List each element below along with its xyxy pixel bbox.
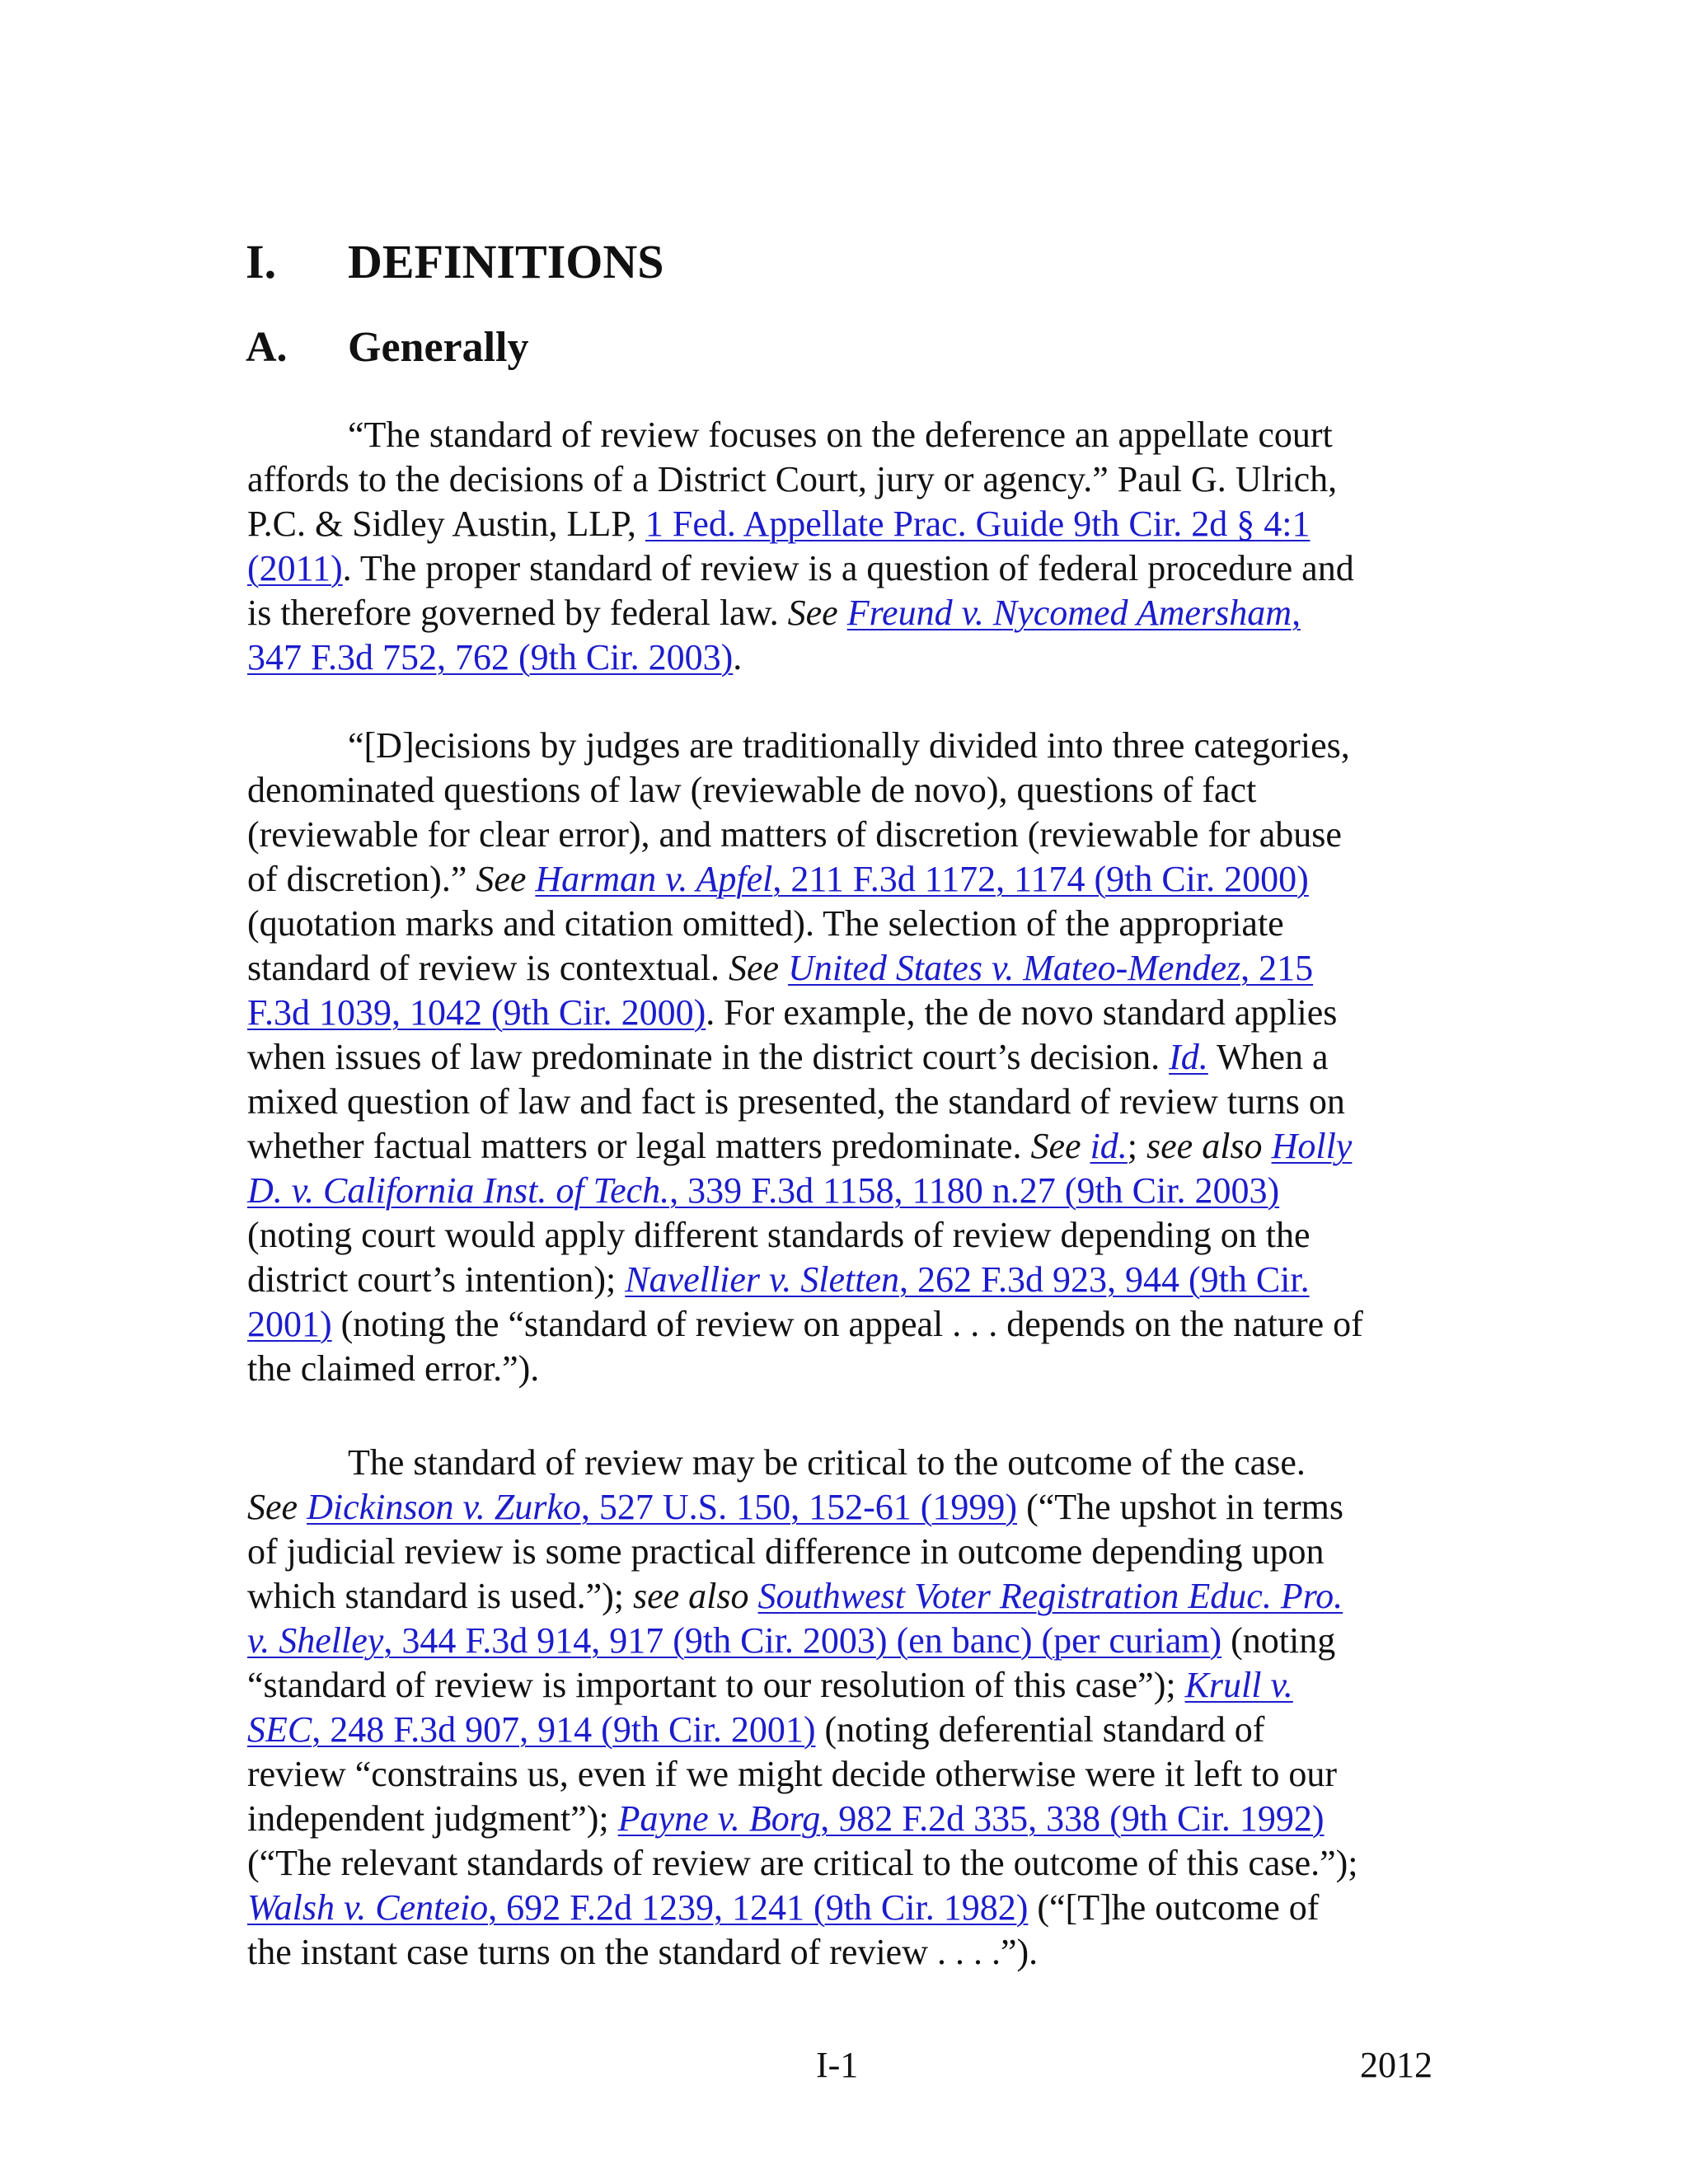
text-run: (“[T]he outcome of xyxy=(1028,1887,1320,1928)
paragraph-line: (quotation marks and citation omitted). The selection of the appropriate xyxy=(247,903,1284,944)
paragraph-line: (noting court would apply different standards of review depending on the xyxy=(247,1215,1311,1255)
paragraph-line: affords to the decisions of a District Court, jury or agency.” Paul G. Ulrich, xyxy=(247,459,1338,499)
citation-link-navellier-year[interactable]: 2001) xyxy=(247,1304,332,1344)
paragraph-line xyxy=(247,635,1451,680)
paragraph-line xyxy=(247,1574,1451,1619)
paragraph-line xyxy=(247,1302,1451,1347)
case-name: Harman v. Apfel xyxy=(535,859,773,899)
paragraph-1 xyxy=(247,413,1451,680)
signal-see: See xyxy=(729,948,789,988)
reporter-cite: , 262 F.3d 923, 944 (9th Cir. xyxy=(899,1259,1310,1300)
case-name: v. Shelley xyxy=(247,1620,384,1661)
citation-link-southwest-voter[interactable] xyxy=(758,1576,1343,1616)
subsection-number: A. xyxy=(246,324,288,371)
case-name: Payne v. Borg xyxy=(617,1798,821,1839)
text-run: is therefore governed by federal law. xyxy=(247,593,788,633)
reporter-cite: , 215 xyxy=(1240,948,1314,988)
text-run: which standard is used.”); xyxy=(247,1576,633,1616)
citation-link-id[interactable] xyxy=(1169,1037,1208,1077)
subsection-heading xyxy=(246,319,529,377)
text-run: . The proper standard of review is a question of federal procedure and xyxy=(342,548,1354,588)
text-run: ; xyxy=(1127,1126,1147,1166)
signal-see: See xyxy=(1030,1126,1090,1166)
reporter-cite: , 982 F.2d 335, 338 (9th Cir. 1992) xyxy=(820,1798,1325,1839)
citation-link-walsh[interactable] xyxy=(247,1887,1028,1928)
paragraph-line xyxy=(247,546,1451,591)
reporter-cite: , 344 F.3d 914, 917 (9th Cir. 2003) (en banc) (per curiam) xyxy=(383,1620,1222,1661)
paragraph-line xyxy=(247,1663,1451,1708)
citation-link-navellier[interactable] xyxy=(625,1259,1309,1300)
paragraph-line: mixed question of law and fact is presented, the standard of review turns on xyxy=(247,1081,1345,1122)
paragraph-line: The standard of review may be critical to the outcome of the case. xyxy=(348,1442,1306,1483)
citation-link-freund-reporter[interactable]: 347 F.3d 752, 762 (9th Cir. 2003) xyxy=(247,637,734,677)
case-name: Id. xyxy=(1169,1037,1208,1077)
text-run: . xyxy=(733,637,743,677)
signal-see-also: see also xyxy=(633,1576,758,1616)
citation-link-holly-d[interactable] xyxy=(1272,1126,1353,1166)
paragraph-line xyxy=(247,1619,1451,1663)
paragraph-line xyxy=(247,1258,1451,1302)
citation-link-payne[interactable] xyxy=(618,1798,1325,1839)
signal-see: See xyxy=(476,859,536,899)
reporter-cite: , 211 F.3d 1172, 1174 (9th Cir. 2000) xyxy=(772,859,1309,899)
paragraph-line xyxy=(247,1797,1451,1841)
text-run: (noting the “standard of review on appeal . . . depends on the nature of xyxy=(331,1304,1363,1344)
section-number: I. xyxy=(246,235,277,288)
text-run: independent judgment”); xyxy=(247,1798,618,1839)
citation-link-fed-appellate-guide[interactable]: 1 Fed. Appellate Prac. Guide 9th Cir. 2d § 4:1 xyxy=(645,504,1311,544)
citation-link-id-lowercase[interactable] xyxy=(1090,1126,1128,1166)
text-run: P.C. & Sidley Austin, LLP, xyxy=(247,504,645,544)
paragraph-line xyxy=(247,1124,1451,1169)
citation-link-freund[interactable] xyxy=(847,593,1301,633)
citation-link-krull-cont[interactable] xyxy=(247,1709,816,1750)
paragraph-line: (“The relevant standards of review are critical to the outcome of this case.”); xyxy=(247,1843,1358,1883)
signal-see: See xyxy=(787,593,847,633)
case-name: United States v. Mateo-Mendez xyxy=(788,948,1241,988)
paragraph-line xyxy=(247,1485,1451,1530)
citation-link-dickinson[interactable] xyxy=(307,1487,1017,1527)
signal-see: See xyxy=(247,1487,307,1527)
reporter-cite: , 527 U.S. 150, 152-61 (1999) xyxy=(580,1487,1018,1527)
paragraph-line xyxy=(247,1708,1451,1752)
text-run: of discretion).” xyxy=(247,859,476,899)
text-run: . For example, the de novo standard applies xyxy=(706,992,1338,1033)
page-number: I-1 xyxy=(816,2045,859,2085)
section-title: DEFINITIONS xyxy=(348,235,664,288)
citation-link-mateo-mendez-reporter[interactable]: F.3d 1039, 1042 (9th Cir. 2000) xyxy=(247,992,706,1033)
paragraph-line xyxy=(247,991,1451,1035)
section-heading xyxy=(246,229,664,295)
paragraph-line: denominated questions of law (reviewable de novo), questions of fact xyxy=(247,770,1257,810)
citation-link-harman[interactable] xyxy=(535,859,1308,899)
text-run: “standard of review is important to our resolution of this case”); xyxy=(247,1665,1185,1705)
paragraph-line xyxy=(247,502,1451,546)
paragraph-line: review “constrains us, even if we might decide otherwise were it left to our xyxy=(247,1754,1337,1794)
case-name: Freund v. Nycomed Amersham, xyxy=(846,593,1301,633)
text-run: standard of review is contextual. xyxy=(247,948,729,988)
text-run: district court’s intention); xyxy=(247,1259,626,1300)
case-name: D. v. California Inst. of Tech. xyxy=(247,1170,670,1211)
paragraph-line: (reviewable for clear error), and matters of discretion (reviewable for abuse xyxy=(247,814,1342,855)
paragraph-2 xyxy=(247,724,1451,1391)
paragraph-line xyxy=(247,946,1451,991)
reporter-cite: , 692 F.2d 1239, 1241 (9th Cir. 1982) xyxy=(488,1887,1029,1928)
text-run: whether factual matters or legal matters predominate. xyxy=(247,1126,1031,1166)
case-name: Navellier v. Sletten xyxy=(625,1259,899,1300)
citation-link-southwest-voter-cont[interactable] xyxy=(247,1620,1221,1661)
text-run: when issues of law predominate in the district court’s decision. xyxy=(247,1037,1170,1077)
text-run: (“The upshot in terms xyxy=(1017,1487,1343,1527)
case-name: Holly xyxy=(1271,1126,1353,1166)
paragraph-line xyxy=(247,1886,1451,1930)
case-name: Krull v. xyxy=(1184,1665,1293,1705)
case-name: Dickinson v. Zurko xyxy=(307,1487,581,1527)
paragraph-3 xyxy=(247,1441,1451,1975)
citation-link-krull[interactable] xyxy=(1185,1665,1293,1705)
case-name: Walsh v. Centeio xyxy=(247,1887,489,1928)
paragraph-line: “The standard of review focuses on the deference an appellate court xyxy=(348,415,1333,455)
citation-link-fed-appellate-guide-year[interactable]: (2011) xyxy=(247,548,343,588)
paragraph-line: the claimed error.”). xyxy=(247,1348,540,1389)
paragraph-line xyxy=(247,591,1451,635)
text-run: (noting xyxy=(1221,1620,1336,1661)
text-run: When a xyxy=(1207,1037,1329,1077)
reporter-cite: , 339 F.3d 1158, 1180 n.27 (9th Cir. 2003) xyxy=(669,1170,1280,1211)
signal-see-also: see also xyxy=(1146,1126,1272,1166)
paragraph-line xyxy=(247,1169,1451,1213)
case-name: id. xyxy=(1090,1126,1128,1166)
footer-year: 2012 xyxy=(1360,2045,1432,2085)
paragraph-line: the instant case turns on the standard of review . . . .”). xyxy=(247,1932,1039,1972)
paragraph-line: of judicial review is some practical difference in outcome depending upon xyxy=(247,1531,1325,1572)
reporter-cite: , 248 F.3d 907, 914 (9th Cir. 2001) xyxy=(312,1709,816,1750)
text-run: (noting deferential standard of xyxy=(815,1709,1265,1750)
subsection-title: Generally xyxy=(348,324,529,371)
paragraph-line: “[D]ecisions by judges are traditionally divided into three categories, xyxy=(348,725,1350,766)
paragraph-line xyxy=(247,1035,1451,1080)
case-name: Southwest Voter Registration Educ. Pro. xyxy=(757,1576,1343,1616)
case-name: SEC xyxy=(247,1709,312,1750)
paragraph-line xyxy=(247,857,1451,902)
citation-link-mateo-mendez[interactable] xyxy=(788,948,1313,988)
citation-link-holly-d-cont[interactable] xyxy=(247,1170,1279,1211)
